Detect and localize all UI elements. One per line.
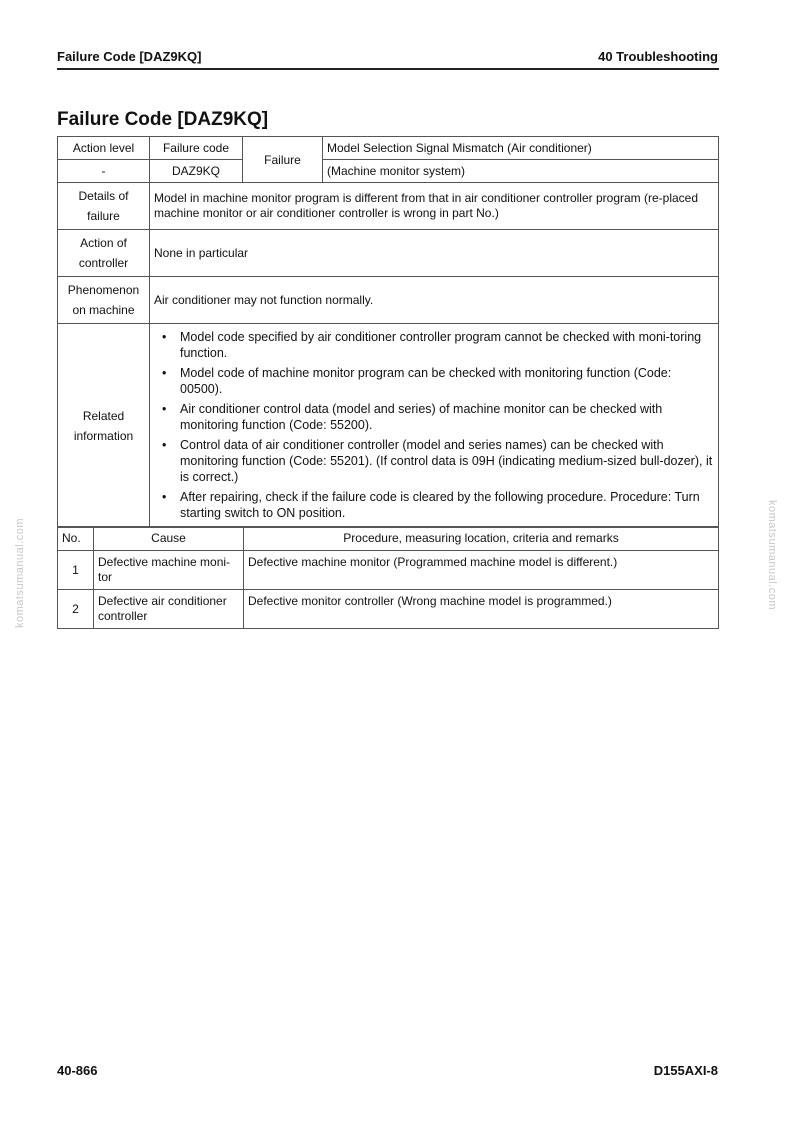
- related-item-text: Model code specified by air conditioner controller program cannot be checked with moni-toring function.: [180, 330, 702, 360]
- phenomenon-label: Phenomenon on machine: [58, 277, 150, 324]
- related-info-label: Related information: [58, 324, 150, 528]
- table-row: [58, 551, 719, 590]
- related-item-text: Model code of machine monitor program can be checked with monitoring function (Code: 00500).: [180, 366, 672, 396]
- column-header-procedure: Procedure, measuring location, criteria and remarks: [244, 527, 719, 551]
- table-row: [58, 590, 719, 629]
- page-title: Failure Code [DAZ9KQ]: [57, 109, 269, 130]
- related-item-text: Control data of air conditioner controller (model and series names) can be checked with monitoring function (Code: 55201). (If control data is 09H (indicating medium-sized bull-dozer), it is correct.): [180, 438, 713, 484]
- failure-info-table: [57, 136, 719, 528]
- details-value: Model in machine monitor program is different from that in air conditioner controller program (re-placed machine monitor or air conditioner controller is wrong in part No.): [150, 183, 719, 230]
- bullet-icon: •: [162, 366, 167, 380]
- list-item: [154, 401, 714, 433]
- side-watermark-left: komatsumanual.com: [14, 518, 26, 628]
- cause-table: [57, 526, 719, 629]
- failure-desc-line2: (Machine monitor system): [323, 160, 719, 183]
- list-item: [154, 365, 714, 397]
- cause-cell: Defective air conditioner controller: [94, 590, 244, 629]
- running-header-left: Failure Code [DAZ9KQ]: [57, 49, 202, 64]
- running-header-right: 40 Troubleshooting: [598, 49, 718, 64]
- failure-header: Failure: [243, 137, 323, 183]
- remark-cell: Defective monitor controller (Wrong machine model is programmed.): [244, 590, 719, 629]
- list-item: [154, 437, 714, 485]
- model-code: D155AXI-8: [653, 1063, 718, 1078]
- related-item-text: Air conditioner control data (model and series) of machine monitor can be checked with monitoring function (Code: 55200).: [180, 402, 663, 432]
- cause-cell: Defective machine moni-tor: [94, 551, 244, 590]
- row-number: 1: [58, 551, 94, 590]
- table-row: [58, 183, 719, 230]
- column-header-no: No.: [58, 527, 94, 551]
- related-info-list-cell: [150, 324, 719, 528]
- header-rule: [57, 68, 719, 70]
- phenomenon-value: Air conditioner may not function normally.: [150, 277, 719, 324]
- side-watermark-right: komatsumanual.com: [766, 500, 778, 610]
- action-of-controller-label: Action of controller: [58, 230, 150, 277]
- details-label: Details of failure: [58, 183, 150, 230]
- list-item: [154, 489, 714, 521]
- failure-code-header: Failure code: [150, 137, 243, 160]
- action-level-value: -: [58, 160, 150, 183]
- page-number: 40-866: [57, 1063, 98, 1078]
- action-level-header: Action level: [58, 137, 150, 160]
- bullet-icon: •: [162, 438, 167, 452]
- column-header-cause: Cause: [94, 527, 244, 551]
- bullet-icon: •: [162, 402, 167, 416]
- remark-cell: Defective machine monitor (Programmed machine model is different.): [244, 551, 719, 590]
- table-row: [58, 230, 719, 277]
- table-row: [58, 160, 719, 183]
- table-row: [58, 324, 719, 528]
- failure-desc-line1: Model Selection Signal Mismatch (Air conditioner): [323, 137, 719, 160]
- table-row: [58, 277, 719, 324]
- bullet-icon: •: [162, 330, 167, 344]
- table-row: [58, 137, 719, 160]
- failure-code-value: DAZ9KQ: [150, 160, 243, 183]
- related-info-list: [154, 329, 714, 521]
- row-number: 2: [58, 590, 94, 629]
- list-item: [154, 329, 714, 361]
- action-of-controller-value: None in particular: [150, 230, 719, 277]
- table-header-row: [58, 527, 719, 551]
- related-item-text: After repairing, check if the failure code is cleared by the following procedure. Procedure: Turn starting switch to ON position.: [180, 490, 700, 520]
- bullet-icon: •: [162, 490, 167, 504]
